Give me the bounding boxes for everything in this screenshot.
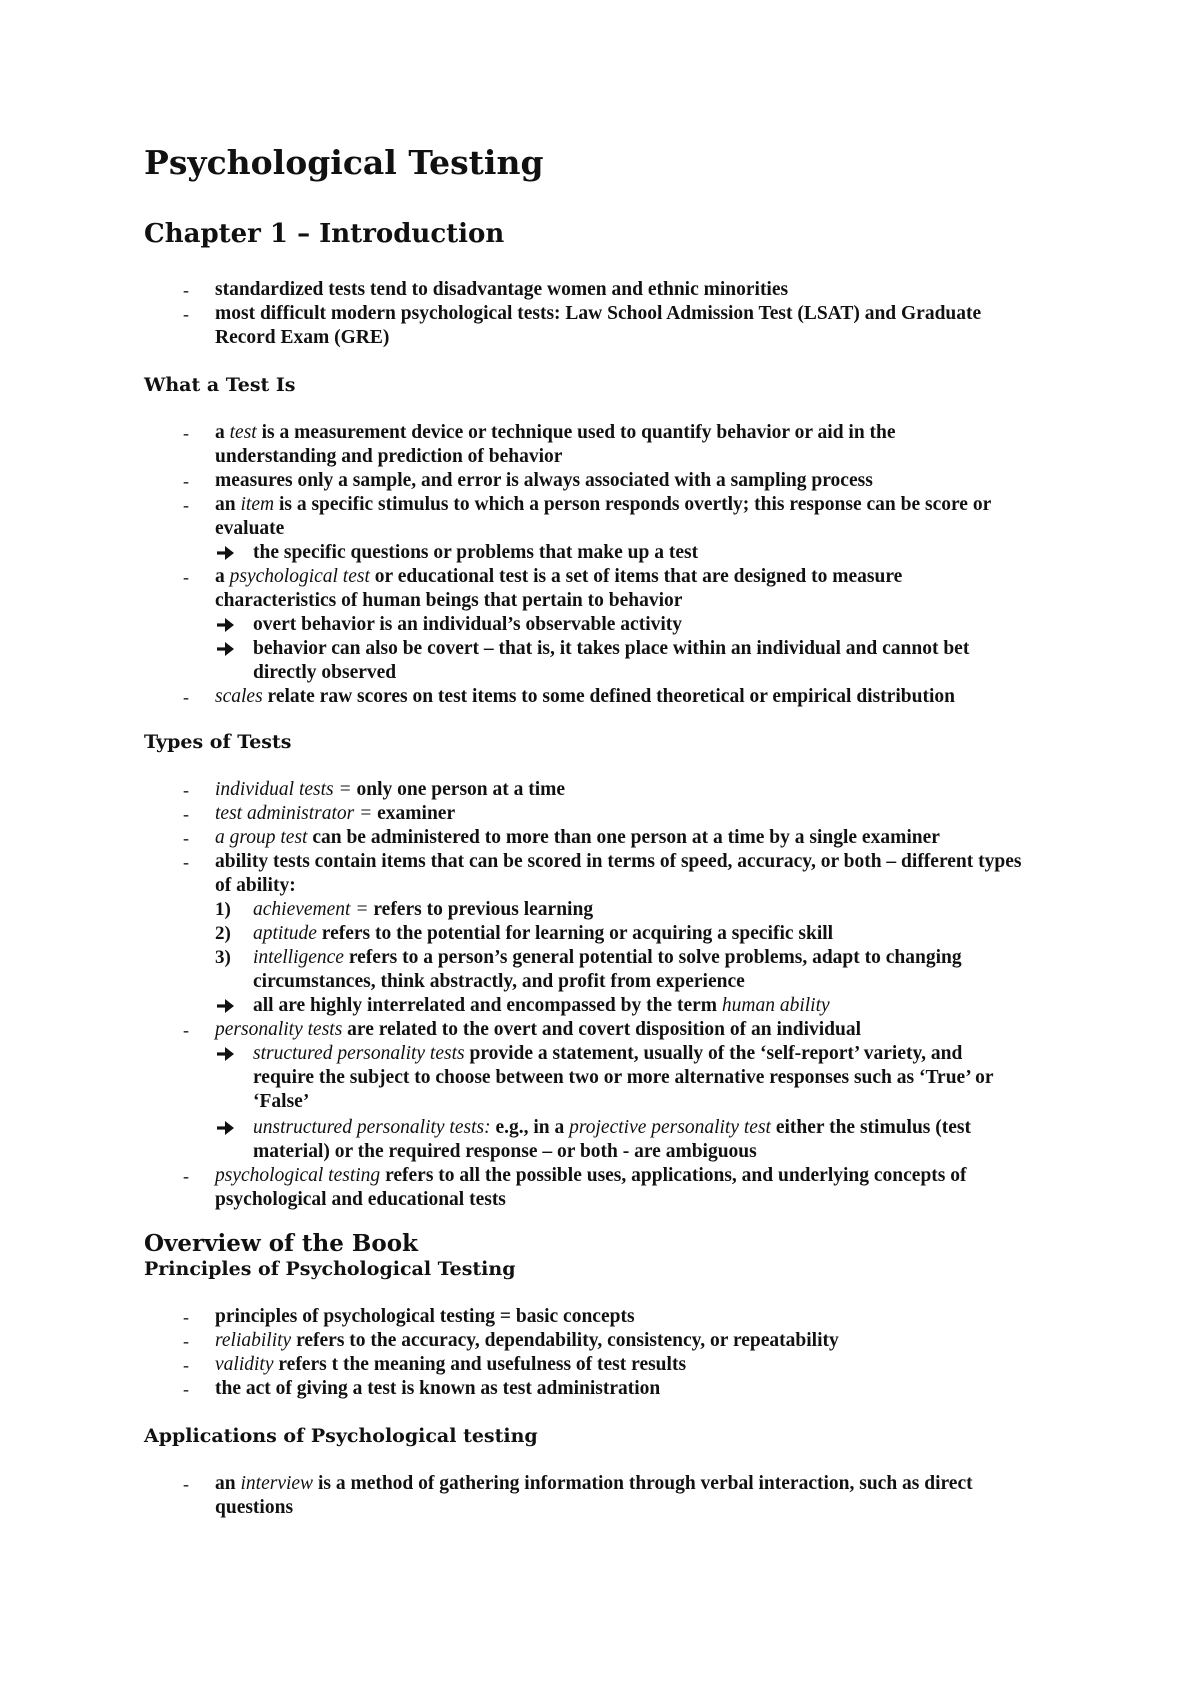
list-item-continuation: Record Exam (GRE) <box>215 327 390 348</box>
list-item-continuation: evaluate <box>215 518 285 539</box>
bullet-marker: - <box>183 567 189 587</box>
bullet-marker: - <box>183 828 189 848</box>
list-item: principles of psychological testing = basic concepts <box>215 1306 635 1327</box>
list-item: individual tests = only one person at a time <box>215 779 566 800</box>
bullet-marker: - <box>183 1166 189 1186</box>
numbered-item: intelligence refers to a person’s general potential to solve problems, adapt to changing <box>253 947 962 968</box>
bullet-marker: - <box>183 1331 189 1351</box>
bullet-marker: - <box>183 423 189 443</box>
numbered-item: achievement = refers to previous learning <box>253 899 594 920</box>
bullet-marker: - <box>183 1020 189 1040</box>
sub-list-item-continuation: directly observed <box>253 662 397 683</box>
bullet-marker: - <box>183 852 189 872</box>
list-item: a psychological test or educational test is a set of items that are designed to measure <box>215 566 903 587</box>
list-item: most difficult modern psychological tests: Law School Admission Test (LSAT) and Graduate <box>215 303 982 324</box>
sub-list-item: overt behavior is an individual’s observable activity <box>253 614 683 635</box>
list-item: standardized tests tend to disadvantage women and ethnic minorities <box>215 279 789 300</box>
arrow-right-icon <box>216 543 240 563</box>
list-item: ability tests contain items that can be scored in terms of speed, accuracy, or both – different types <box>215 851 1022 872</box>
list-item: a group test can be administered to more than one person at a time by a single examiner <box>215 827 940 848</box>
sub-list-item-continuation: material) or the required response – or both - are ambiguous <box>253 1141 757 1162</box>
bullet-marker: - <box>183 1474 189 1494</box>
list-item-continuation: understanding and prediction of behavior <box>215 446 563 467</box>
sub-list-item: unstructured personality tests: e.g., in a projective personality test either the stimulus (test <box>253 1117 971 1138</box>
arrow-right-icon <box>216 996 240 1016</box>
sub-list-item: structured personality tests provide a statement, usually of the ‘self-report’ variety, and <box>253 1043 963 1064</box>
sub-list-item: behavior can also be covert – that is, it takes place within an individual and cannot bet <box>253 638 970 659</box>
sub-list-item: the specific questions or problems that make up a test <box>253 542 699 563</box>
arrow-right-icon <box>216 1118 240 1138</box>
section-heading-types-of-tests: Types of Tests <box>144 731 292 753</box>
bullet-marker: - <box>183 780 189 800</box>
list-item: test administrator = examiner <box>215 803 456 824</box>
arrow-right-icon <box>216 615 240 635</box>
subsection-heading-principles: Principles of Psychological Testing <box>144 1258 516 1280</box>
bullet-marker: - <box>183 1355 189 1375</box>
document-title: Psychological Testing <box>144 143 544 182</box>
list-item: the act of giving a test is known as test administration <box>215 1378 661 1399</box>
list-item: psychological testing refers to all the possible uses, applications, and underlying concepts of <box>215 1165 967 1186</box>
section-heading-applications: Applications of Psychological testing <box>144 1425 538 1447</box>
bullet-marker: - <box>183 804 189 824</box>
list-item: measures only a sample, and error is always associated with a sampling process <box>215 470 873 491</box>
list-item: scales relate raw scores on test items to some defined theoretical or empirical distribution <box>215 686 955 707</box>
section-heading-what-a-test-is: What a Test Is <box>144 374 296 396</box>
bullet-marker: - <box>183 280 189 300</box>
list-number: 3) <box>215 947 231 968</box>
bullet-marker: - <box>183 495 189 515</box>
numbered-item-continuation: circumstances, think abstractly, and profit from experience <box>253 971 745 992</box>
list-item: a test is a measurement device or technique used to quantify behavior or aid in the <box>215 422 896 443</box>
list-item: an item is a specific stimulus to which a person responds overtly; this response can be score or <box>215 494 992 515</box>
bullet-marker: - <box>183 687 189 707</box>
sub-list-item-continuation: require the subject to choose between two or more alternative responses such as ‘True’ or <box>253 1067 994 1088</box>
bullet-marker: - <box>183 471 189 491</box>
numbered-item: aptitude refers to the potential for learning or acquiring a specific skill <box>253 923 834 944</box>
list-number: 2) <box>215 923 231 944</box>
section-heading-overview: Overview of the Book <box>144 1230 418 1257</box>
sub-list-item-continuation: ‘False’ <box>253 1091 310 1112</box>
list-item-continuation: characteristics of human beings that pertain to behavior <box>215 590 683 611</box>
list-item: validity refers t the meaning and usefulness of test results <box>215 1354 687 1375</box>
list-item: personality tests are related to the overt and covert disposition of an individual <box>215 1019 862 1040</box>
list-item-continuation: questions <box>215 1497 294 1518</box>
bullet-marker: - <box>183 304 189 324</box>
list-item: reliability refers to the accuracy, dependability, consistency, or repeatability <box>215 1330 839 1351</box>
list-item-continuation: psychological and educational tests <box>215 1189 506 1210</box>
arrow-right-icon <box>216 639 240 659</box>
list-item-continuation: of ability: <box>215 875 296 896</box>
bullet-marker: - <box>183 1379 189 1399</box>
sub-list-item: all are highly interrelated and encompassed by the term human ability <box>253 995 830 1016</box>
chapter-1-heading: Chapter 1 – Introduction <box>144 219 505 249</box>
list-number: 1) <box>215 899 231 920</box>
arrow-right-icon <box>216 1044 240 1064</box>
list-item: an interview is a method of gathering information through verbal interaction, such as direct <box>215 1473 973 1494</box>
bullet-marker: - <box>183 1307 189 1327</box>
